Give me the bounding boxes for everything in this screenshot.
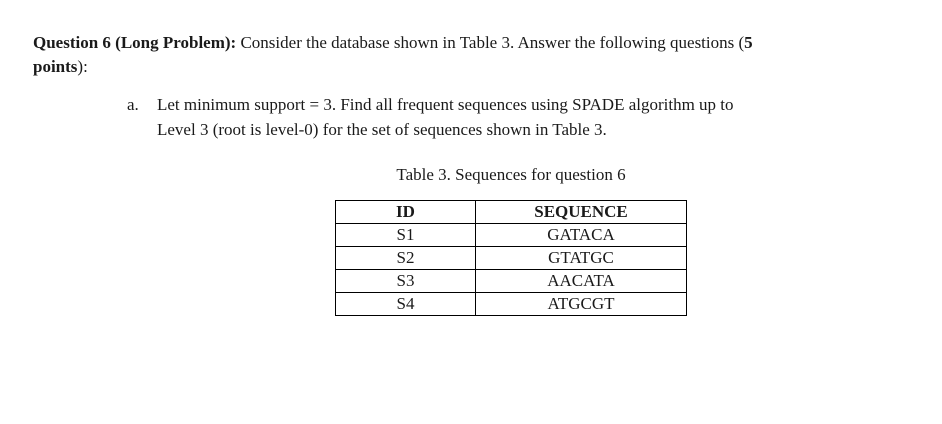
cell-id: S4 xyxy=(336,293,476,316)
table-header-row xyxy=(336,201,687,224)
question-intro: Consider the database shown in Table 3. Answer the following questions ( xyxy=(236,33,745,52)
cell-id: S1 xyxy=(336,224,476,247)
part-a-line-1: Let minimum support = 3. Find all frequent sequences using SPADE algorithm up to xyxy=(157,95,734,114)
part-a-text xyxy=(157,92,847,142)
table-row xyxy=(336,270,687,293)
header-id: ID xyxy=(336,201,476,224)
question-line-2 xyxy=(33,55,893,79)
part-a-line-2: Level 3 (root is level-0) for the set of sequences shown in Table 3. xyxy=(157,120,607,139)
question-heading: Question 6 (Long Problem): xyxy=(33,33,237,52)
table-row xyxy=(336,293,687,316)
question-block xyxy=(33,31,893,79)
table-row xyxy=(336,247,687,270)
cell-id: S3 xyxy=(336,270,476,293)
table-caption: Table 3. Sequences for question 6 xyxy=(396,165,626,184)
question-points-number: 5 xyxy=(744,33,753,52)
question-points-word: points xyxy=(33,57,78,76)
cell-sequence: GATACA xyxy=(476,224,687,247)
question-closing: ): xyxy=(77,57,88,76)
table-row xyxy=(336,224,687,247)
sequence-table xyxy=(335,200,687,316)
question-line-1 xyxy=(33,31,893,55)
cell-id: S2 xyxy=(336,247,476,270)
cell-sequence: ATGCGT xyxy=(476,293,687,316)
cell-sequence: AACATA xyxy=(476,270,687,293)
part-a-label: a. xyxy=(127,95,139,114)
header-sequence: SEQUENCE xyxy=(476,201,687,224)
cell-sequence: GTATGC xyxy=(476,247,687,270)
